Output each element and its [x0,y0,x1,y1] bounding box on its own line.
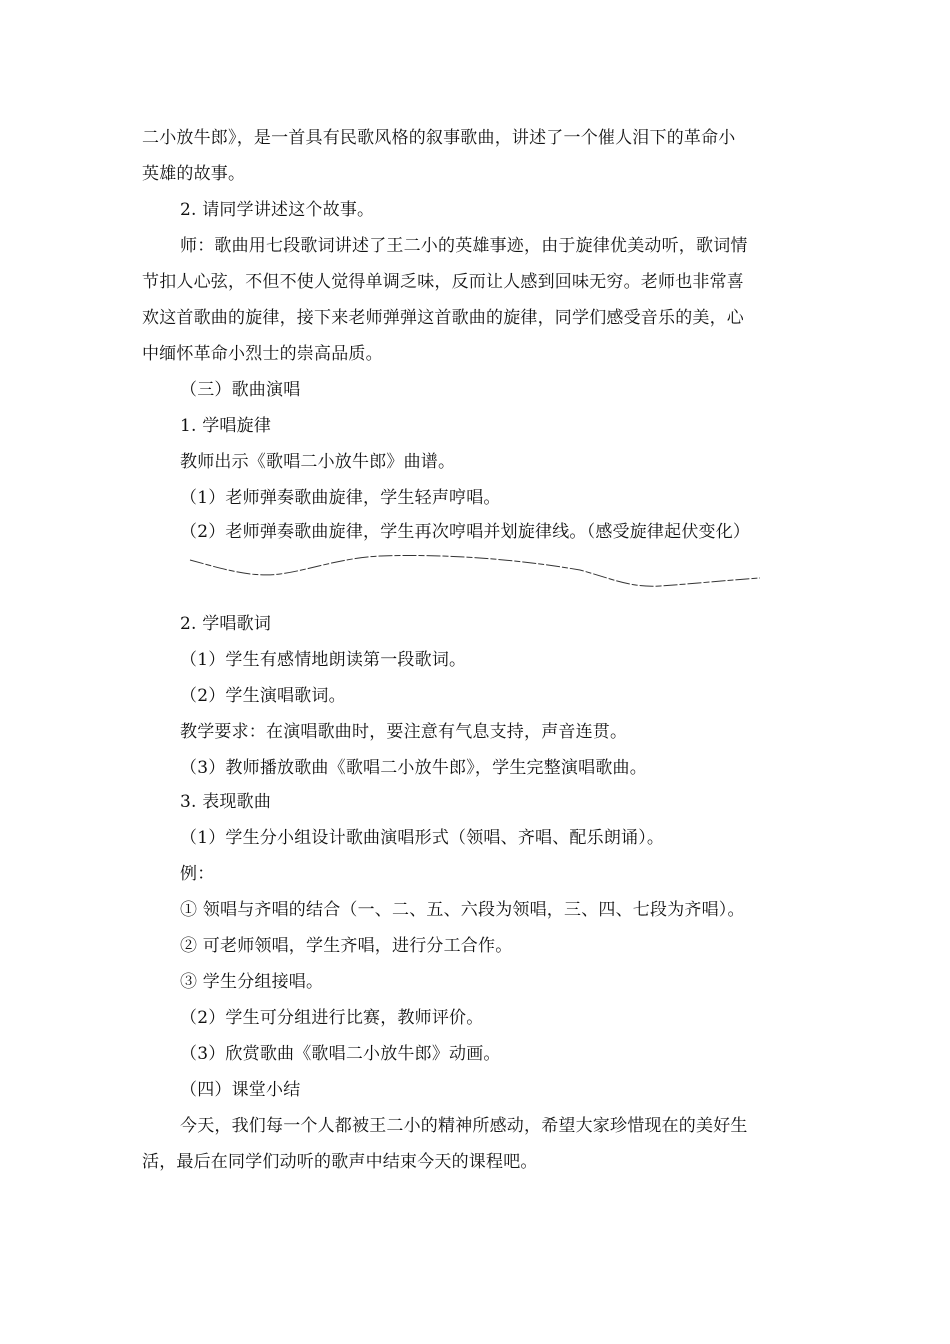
example-item-2: ② 可老师领唱，学生齐唱，进行分工合作。 [180,936,513,956]
score-intro: 教师出示《歌唱二小放牛郎》曲谱。 [180,452,456,472]
section-4-heading: （四）课堂小结 [180,1080,301,1100]
melody-contour-line [180,548,770,598]
teacher-paragraph-line-3: 欢这首歌曲的旋律，接下来老师弹弹这首歌曲的旋律，同学们感受音乐的美，心 [142,308,744,328]
example-item-1: ① 领唱与齐唱的结合（一、二、五、六段为领唱，三、四、七段为齐唱）。 [180,900,745,920]
subsection-2-heading: 2. 学唱歌词 [180,614,272,634]
summary-line-2: 活，最后在同学们动听的歌声中结束今天的课程吧。 [142,1152,538,1172]
teaching-requirement: 教学要求：在演唱歌曲时，要注意有气息支持，声音连贯。 [180,722,628,742]
lyrics-step-2: （2）学生演唱歌词。 [180,686,346,706]
section-3-heading: （三）歌曲演唱 [180,380,301,400]
teacher-paragraph-line-4: 中缅怀革命小烈士的崇高品质。 [142,344,383,364]
example-item-3: ③ 学生分组接唱。 [180,972,324,992]
performance-step-1: （1）学生分小组设计歌曲演唱形式（领唱、齐唱、配乐朗诵）。 [180,828,665,848]
melody-step-2: （2）老师弹奏歌曲旋律，学生再次哼唱并划旋律线。（感受旋律起伏变化） [180,522,751,542]
subsection-1-heading: 1. 学唱旋律 [180,416,272,436]
subsection-3-heading: 3. 表现歌曲 [180,792,272,812]
teacher-paragraph-line-2: 节扣人心弦，不但不使人觉得单调乏味，反而让人感到回味无穷。老师也非常喜 [142,272,744,292]
story-item-2: 2. 请同学讲述这个故事。 [180,200,375,220]
intro-line-1: 二小放牛郎》，是一首具有民歌风格的叙事歌曲，讲述了一个催人泪下的革命小 [142,128,736,148]
lyrics-step-3: （3）教师播放歌曲《歌唱二小放牛郎》，学生完整演唱歌曲。 [180,758,647,778]
performance-step-2: （2）学生可分组进行比赛，教师评价。 [180,1008,484,1028]
teacher-paragraph-line-1: 师：歌曲用七段歌词讲述了王二小的英雄事迹，由于旋律优美动听，歌词情 [180,236,748,256]
intro-line-2: 英雄的故事。 [142,164,246,184]
summary-line-1: 今天，我们每一个人都被王二小的精神所感动，希望大家珍惜现在的美好生 [180,1116,748,1136]
melody-step-1: （1）老师弹奏歌曲旋律，学生轻声哼唱。 [180,488,501,508]
lyrics-step-1: （1）学生有感情地朗读第一段歌词。 [180,650,467,670]
example-label: 例： [180,864,215,884]
performance-step-3: （3）欣赏歌曲《歌唱二小放牛郎》动画。 [180,1044,501,1064]
